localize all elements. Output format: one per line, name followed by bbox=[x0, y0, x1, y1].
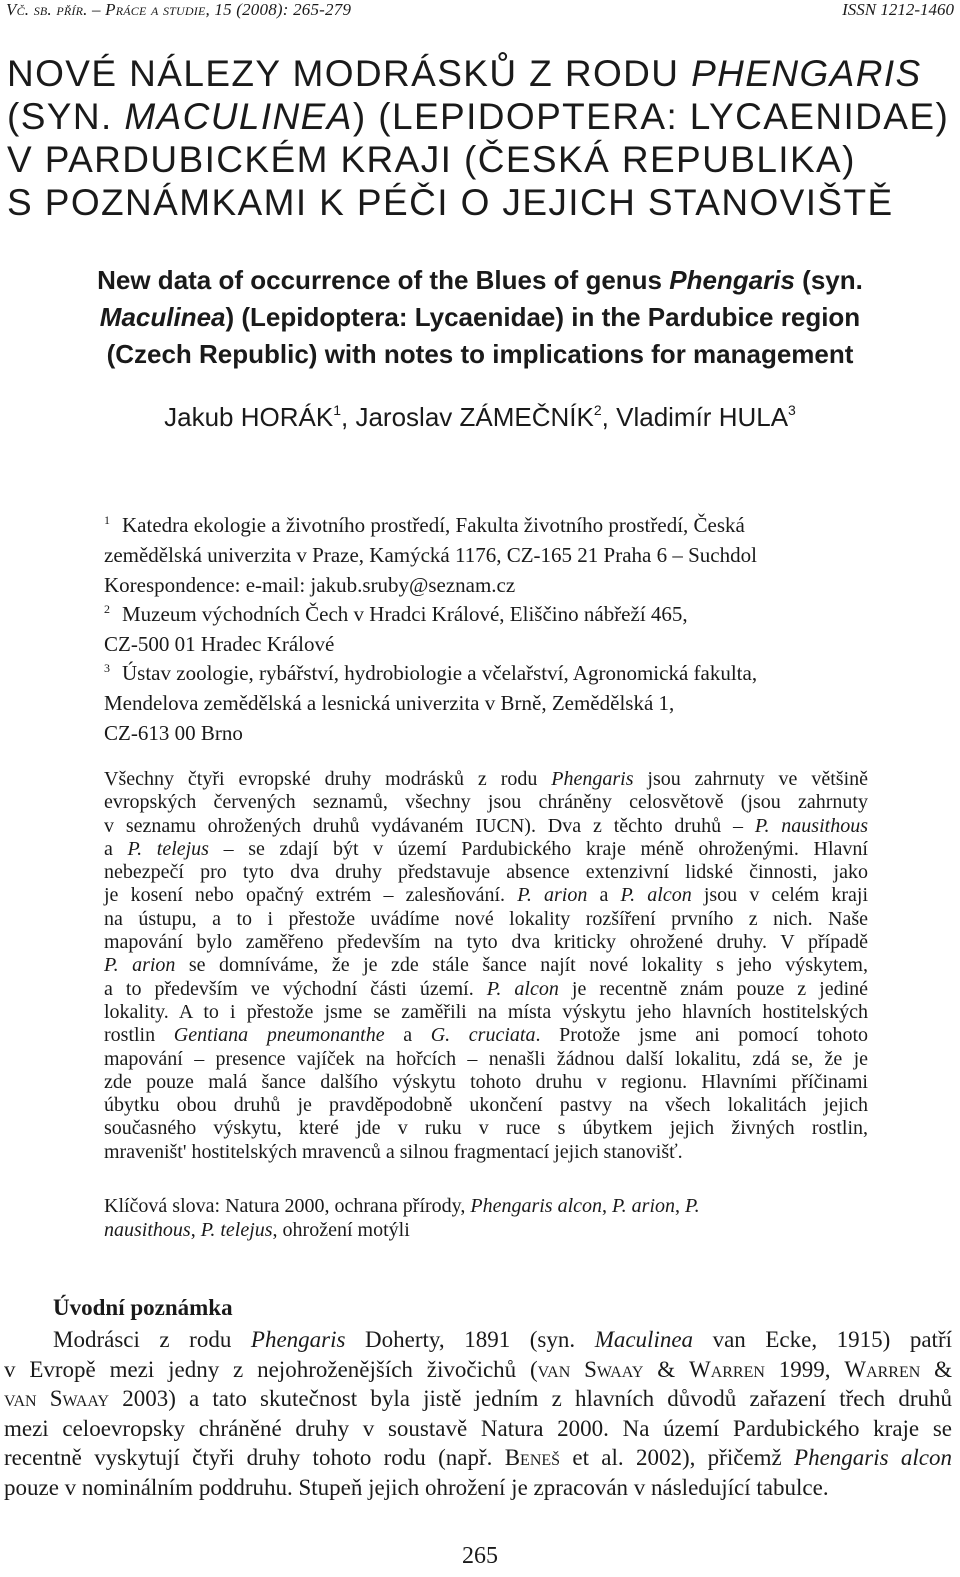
title-genus: PHENGARIS bbox=[691, 53, 922, 94]
author-separator: , bbox=[341, 402, 356, 432]
italic-taxon: Gentiana pneumonanthe bbox=[173, 1024, 385, 1047]
title-text: S POZNÁMKAMI K PÉČI O JEJICH STANOVIŠTĚ bbox=[7, 182, 894, 223]
text-run: recentně vyskytují čtyři druhy tohoto rodu (např. bbox=[4, 1445, 505, 1471]
italic-taxon: P. bbox=[685, 1195, 700, 1217]
citation-author: van Swaay bbox=[4, 1386, 110, 1412]
abstract-line bbox=[104, 884, 868, 907]
journal-citation: Vč. sb. přír. – Práce a studie, 15 (2008): 265-279 bbox=[6, 0, 352, 19]
affiliation-line bbox=[104, 718, 864, 748]
article-title bbox=[7, 52, 957, 224]
subtitle-text: ) (Lepidoptera: Lycaenidae) in the Pardubice region bbox=[225, 302, 861, 332]
affiliation-line bbox=[104, 540, 864, 570]
title-line bbox=[7, 181, 957, 224]
italic-taxon: Maculinea bbox=[594, 1327, 694, 1352]
affiliation-line bbox=[104, 594, 864, 629]
subtitle-line bbox=[0, 336, 960, 373]
abstract-line bbox=[104, 1141, 868, 1164]
author-separator: , bbox=[601, 402, 617, 432]
abstract-line bbox=[104, 978, 868, 1001]
text-run: pouze v nominálním poddruhu. Stupeň jejich ohrožení je zpracován v následující tabulce. bbox=[4, 1474, 829, 1500]
affiliation-3 bbox=[104, 653, 864, 748]
affiliation-line bbox=[104, 653, 864, 688]
title-genus: MACULINEA bbox=[124, 96, 353, 137]
title-line bbox=[7, 138, 957, 181]
author-affiliation-mark: 3 bbox=[788, 402, 796, 418]
text-run: Všechny čtyři evropské druhy modrásků z rodu bbox=[104, 768, 552, 790]
text-run: 2003) a tato skutečnost byla jistě jedním z hlavních důvodů zařazení třech druhů bbox=[109, 1386, 952, 1412]
text-run: , ohrožení motýli bbox=[272, 1219, 410, 1241]
author-affiliation-mark: 1 bbox=[333, 402, 342, 418]
affiliation-number: 1 bbox=[104, 513, 110, 527]
italic-taxon: P. alcon bbox=[620, 884, 692, 907]
affiliation-text: CZ-613 00 Brno bbox=[104, 721, 243, 745]
subtitle-genus: Maculinea bbox=[99, 302, 226, 332]
affiliation-text: Ústav zoologie, rybářství, hydrobiologie a včelařství, Agronomická fakulta, bbox=[122, 661, 758, 685]
text-run: , bbox=[675, 1195, 686, 1217]
keywords bbox=[104, 1194, 868, 1242]
body-text bbox=[4, 1325, 952, 1503]
italic-taxon: P. alcon bbox=[486, 977, 559, 1000]
italic-taxon: Phengaris bbox=[551, 768, 634, 790]
italic-taxon: nausithous bbox=[104, 1219, 191, 1241]
affiliation-2 bbox=[104, 594, 864, 659]
body-line bbox=[4, 1473, 952, 1503]
text-run: & bbox=[920, 1356, 953, 1382]
title-line bbox=[7, 95, 957, 138]
author-list bbox=[0, 402, 960, 433]
running-header bbox=[6, 0, 954, 24]
italic-taxon: P. arion bbox=[104, 954, 176, 977]
text-run: et al. 2002), přičemž bbox=[560, 1445, 795, 1471]
abstract-line bbox=[104, 1094, 868, 1117]
abstract-line bbox=[104, 1001, 868, 1024]
abstract-line bbox=[104, 815, 868, 838]
abstract-line bbox=[104, 931, 868, 954]
text-run: jsou v celém kraji bbox=[691, 884, 868, 907]
english-title bbox=[0, 262, 960, 373]
page-number: 265 bbox=[462, 1543, 498, 1569]
text-run: Modrásci z rodu bbox=[53, 1327, 251, 1352]
affiliation-text: Korespondence: e-mail: jakub.sruby@seznam.cz bbox=[104, 573, 516, 597]
italic-taxon: Phengaris alcon bbox=[470, 1195, 603, 1217]
text-run: a bbox=[587, 884, 621, 907]
text-run: mapování bylo zaměřeno především na tyto dva kriticky ohrožené druhy. V případě bbox=[104, 931, 868, 954]
author-name: Vladimír HULA bbox=[616, 402, 789, 432]
affiliation-line bbox=[104, 505, 864, 540]
abstract-line bbox=[104, 861, 868, 884]
abstract-line bbox=[104, 1117, 868, 1140]
section-heading: Úvodní poznámka bbox=[53, 1295, 233, 1320]
body-line bbox=[4, 1414, 952, 1444]
keywords-line bbox=[104, 1218, 868, 1242]
text-run: v Evropě mezi jedny z nejohroženějších živočichů ( bbox=[4, 1356, 538, 1382]
text-run: současného výskytu, které jde v ruku v ruce s úbytkem jejich živných rostlin, bbox=[104, 1117, 868, 1140]
text-run: , bbox=[190, 1219, 201, 1241]
affiliation-text: Mendelova zemědělská a lesnická univerzita v Brně, Zemědělská 1, bbox=[104, 691, 675, 715]
text-run: jsou zahrnuty ve většině bbox=[633, 768, 869, 790]
citation-author: Warren bbox=[689, 1356, 765, 1382]
affiliation-number: 3 bbox=[104, 661, 110, 675]
text-run: van Ecke, 1915) patří bbox=[693, 1327, 953, 1352]
text-run: mapování – presence vajíček na hořcích – nenašli žádnou další lokalitu, zdá se, že je bbox=[104, 1047, 868, 1070]
text-run: 1999, bbox=[764, 1356, 845, 1382]
text-run: , bbox=[602, 1195, 613, 1217]
subtitle-text: (syn. bbox=[794, 265, 863, 295]
issn: ISSN 1212-1460 bbox=[842, 0, 954, 19]
text-run: v seznamu ohrožených druhů vydávaném IUCN). Dva z těchto druhů – bbox=[104, 814, 755, 837]
subtitle-line bbox=[0, 299, 960, 336]
body-line bbox=[4, 1325, 952, 1355]
title-text: (SYN. bbox=[7, 96, 125, 137]
abstract bbox=[104, 768, 868, 1164]
text-run: evropských červených seznamů, všechny jsou chráněny celosvětově (jsou zahrnuty bbox=[104, 791, 868, 814]
affiliation-number: 2 bbox=[104, 602, 110, 616]
italic-taxon: Phengaris alcon bbox=[794, 1445, 953, 1471]
title-text: ) (LEPIDOPTERA: LYCAENIDAE) bbox=[352, 96, 950, 137]
body-line bbox=[4, 1355, 952, 1385]
text-run: je recentně znám pouze z jediné bbox=[558, 977, 869, 1000]
text-run: – se zdají být v území Pardubického kraje méně ohroženými. Hlavní bbox=[208, 837, 868, 860]
text-run: . Protože jsme ani pomocí tohoto bbox=[535, 1024, 869, 1047]
text-run: a bbox=[384, 1024, 431, 1047]
text-run: mraveništ' hostitelských mravenců a silnou fragmentací jejich stanovišť. bbox=[104, 1140, 683, 1163]
affiliation-line bbox=[104, 688, 864, 718]
abstract-line bbox=[104, 1071, 868, 1094]
abstract-line bbox=[104, 791, 868, 814]
abstract-line bbox=[104, 954, 868, 977]
text-run: Doherty, 1891 (syn. bbox=[345, 1327, 595, 1352]
abstract-line bbox=[104, 1024, 868, 1047]
text-run: úbytku obou druhů je pravděpodobně ukončení pastvy na všech lokalitách jejich bbox=[104, 1094, 868, 1117]
text-run: na ústupu, a to i přestože uvádíme nové lokality rozšíření prvního z nich. Naše bbox=[104, 907, 868, 930]
subtitle-genus: Phengaris bbox=[669, 265, 795, 295]
author-name: Jaroslav ZÁMEČNÍK bbox=[355, 402, 594, 432]
text-run: Klíčová slova: Natura 2000, ochrana přírody, bbox=[104, 1195, 471, 1217]
italic-taxon: P. arion bbox=[517, 884, 588, 907]
title-line bbox=[7, 52, 957, 95]
text-run: a to především ve východní části území. bbox=[104, 977, 487, 1000]
italic-taxon: P. nausithous bbox=[754, 814, 868, 837]
italic-taxon: P. arion bbox=[612, 1195, 676, 1217]
body-line bbox=[4, 1443, 952, 1473]
text-run: rostlin bbox=[104, 1024, 174, 1047]
title-text: NOVÉ NÁLEZY MODRÁSKŮ Z RODU bbox=[7, 53, 692, 94]
citation-author: Beneš bbox=[504, 1445, 561, 1471]
abstract-line bbox=[104, 908, 868, 931]
affiliation-text: zemědělská univerzita v Praze, Kamýcká 1176, CZ-165 21 Praha 6 – Suchdol bbox=[104, 543, 757, 567]
citation-author: van Swaay bbox=[537, 1356, 644, 1382]
affiliation-text: Muzeum východních Čech v Hradci Králové, Eliščino nábřeží 465, bbox=[122, 602, 688, 626]
text-run: se domníváme, že je zde stále šance najít nové lokality s jeho výskytem, bbox=[175, 954, 868, 977]
subtitle-text: New data of occurrence of the Blues of genus bbox=[97, 265, 670, 295]
text-run: & bbox=[643, 1356, 689, 1382]
citation-author: Warren bbox=[844, 1356, 921, 1382]
text-run: nebezpečí pro tyto dva druhy představuje absence extenzivní lidské činnosti, jako bbox=[104, 861, 868, 884]
italic-taxon: P. telejus bbox=[200, 1219, 273, 1241]
text-run: lokality. A to i přestože jsme se zaměřili na místa výskytu jeho hlavních hostitelských bbox=[104, 1000, 868, 1023]
text-run: mezi celoevropsky chráněné druhy v soustavě Natura 2000. Na území Pardubického kraje se bbox=[4, 1415, 952, 1441]
abstract-line bbox=[104, 1048, 868, 1071]
text-run: je kosení nebo opačný extrém – zalesňování. bbox=[104, 884, 518, 907]
italic-taxon: P. telejus bbox=[127, 837, 209, 860]
subtitle-line bbox=[0, 262, 960, 299]
keywords-line bbox=[104, 1194, 868, 1218]
subtitle-text: (Czech Republic) with notes to implications for management bbox=[106, 339, 854, 369]
text-run: zde pouze malá šance dalšího výskytu tohoto druhu v regionu. Hlavními příčinami bbox=[104, 1070, 868, 1093]
author-affiliation-mark: 2 bbox=[593, 402, 602, 418]
affiliation-1 bbox=[104, 505, 864, 600]
affiliation-text: CZ-500 01 Hradec Králové bbox=[104, 632, 335, 656]
abstract-line bbox=[104, 838, 868, 861]
italic-taxon: Phengaris bbox=[250, 1327, 346, 1352]
title-text: V PARDUBICKÉM KRAJI (ČESKÁ REPUBLIKA) bbox=[7, 139, 856, 180]
author-name: Jakub HORÁK bbox=[164, 402, 334, 432]
body-line bbox=[4, 1384, 952, 1414]
text-run: a bbox=[104, 837, 128, 860]
affiliation-text: Katedra ekologie a životního prostředí, Fakulta životního prostředí, Česká bbox=[122, 513, 745, 537]
abstract-line bbox=[104, 768, 868, 791]
italic-taxon: G. cruciata bbox=[430, 1024, 536, 1047]
